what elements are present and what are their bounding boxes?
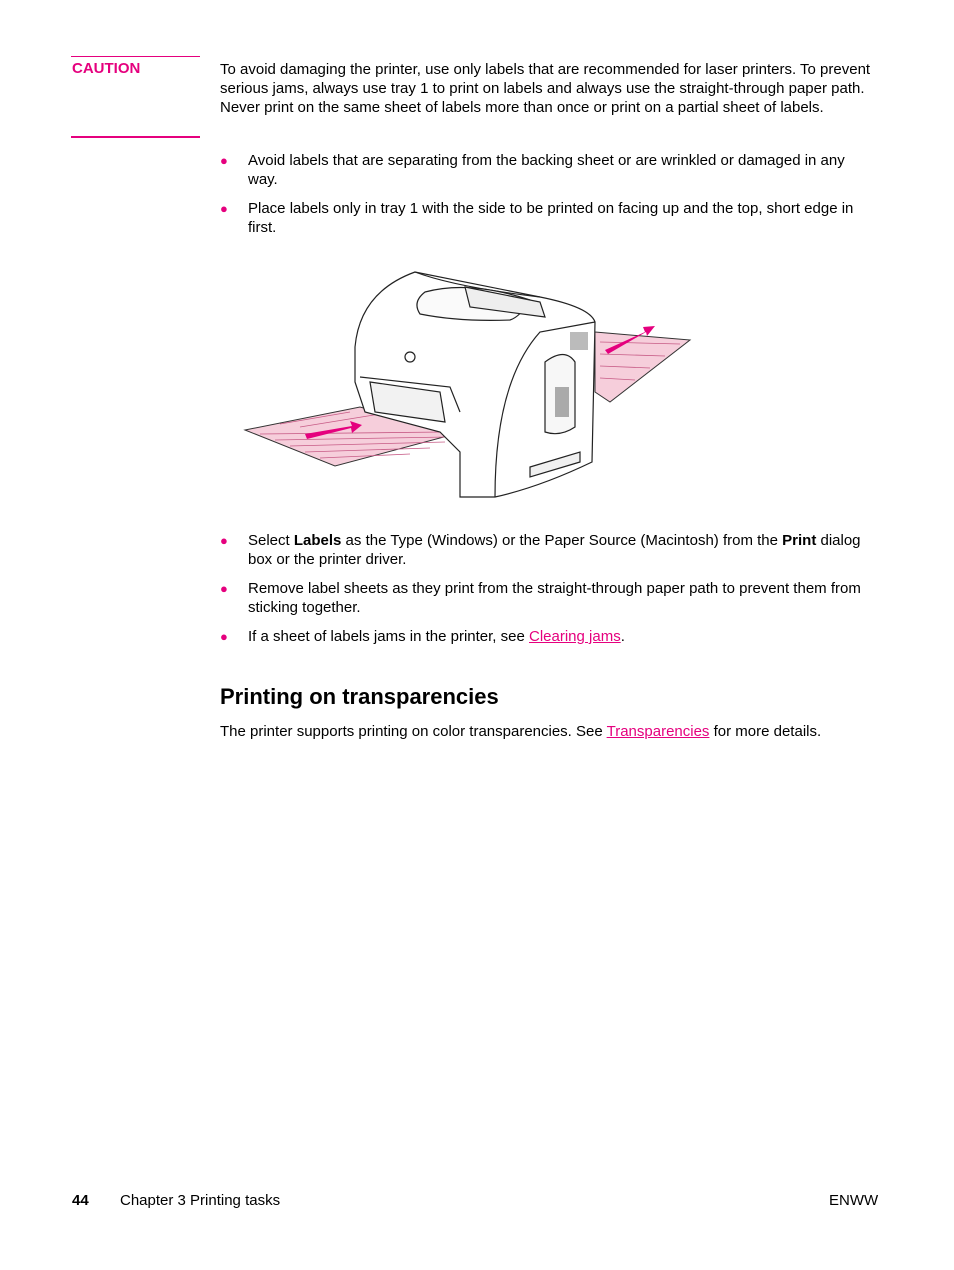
caution-top-rule	[71, 56, 200, 57]
bullet-text: If a sheet of labels jams in the printer, see Clearing jams.	[248, 628, 625, 645]
printer-labels-illustration	[240, 262, 700, 502]
bullet-text: Remove label sheets as they print from the straight-through paper path to prevent them from sticking together.	[248, 580, 861, 616]
bullet-icon: ●	[220, 153, 228, 168]
page-number: 44	[72, 1192, 89, 1209]
bullet-icon: ●	[220, 533, 228, 548]
clearing-jams-link[interactable]: Clearing jams	[529, 628, 621, 645]
section-heading: Printing on transparencies	[220, 684, 499, 709]
bullet-text: Place labels only in tray 1 with the side to be printed on facing up and the top, short edge in first.	[248, 200, 854, 236]
section-paragraph: The printer supports printing on color transparencies. See Transparencies for more details.	[220, 723, 822, 740]
bullet-text: Select Labels as the Type (Windows) or the Paper Source (Macintosh) from the Print dialog box or the printer driver.	[248, 532, 861, 568]
footer-right: ENWW	[829, 1192, 879, 1209]
print-bold: Print	[782, 532, 817, 549]
printer-body	[355, 272, 595, 497]
bullet-icon: ●	[220, 581, 228, 596]
caution-label: CAUTION	[72, 60, 141, 77]
bullet-text: Avoid labels that are separating from the backing sheet or are wrinkled or damaged in any way.	[248, 152, 845, 188]
caution-text: To avoid damaging the printer, use only labels that are recommended for laser printers. To prevent serious jams, always use tray 1 to print on labels and always use the straight-through paper path. Never print on the same sheet of labels more than once or print on a partial sheet of labels.	[220, 61, 871, 116]
labels-bold: Labels	[293, 532, 342, 549]
transparencies-link[interactable]: Transparencies	[606, 723, 710, 740]
bullet-icon: ●	[220, 629, 228, 644]
bullet-icon: ●	[220, 201, 228, 216]
footer-chapter: Chapter 3 Printing tasks	[120, 1192, 281, 1209]
caution-bottom-rule	[71, 136, 200, 138]
